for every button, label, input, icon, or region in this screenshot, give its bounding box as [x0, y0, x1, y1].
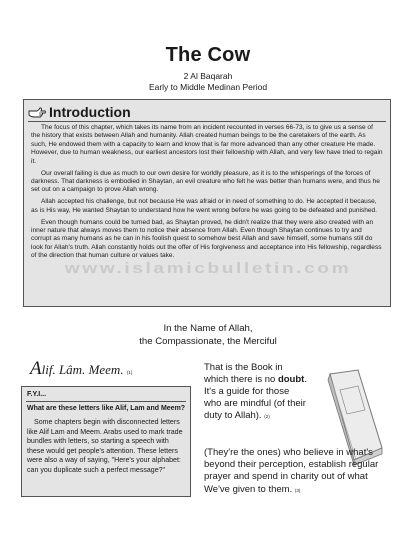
- introduction-heading: Introduction: [49, 103, 131, 120]
- introduction-box: [23, 99, 391, 307]
- verse-2-text-end: . It's a guide for those who are mindful (of their duty to Allah).: [204, 374, 307, 421]
- verse-2-text-start: That is the Book in which there is no: [204, 362, 283, 385]
- pointing-hand-icon: [28, 105, 46, 119]
- fyi-question: What are these letters like Alif, Lam and Meem?: [27, 405, 186, 412]
- fyi-text: Some chapters begin with disconnected letters like Alif Lam and Meem. Arabs used to mark trade bundles with letters, so starting a speech with these would get people's attention. These letters were also a way of saying, "Here's your alphabet: can you duplicate such a perfect message?": [27, 419, 183, 474]
- verse-1: [30, 358, 132, 380]
- verse-3-number: (3): [294, 487, 301, 493]
- intro-paragraph-3: Allah accepted his challenge, but not because He was afraid or in need of something to do. He accepted it because, as is His way, He wanted Shaytan to understand how he went wrong before he was going to be defeated and punished.: [31, 198, 377, 214]
- introduction-divider: [28, 121, 386, 122]
- verse-3-text: (They're the ones) who believe in what's beyond their perception, establish regular prayer and spend in charity out of what We've given to them.: [204, 447, 379, 495]
- bismillah-line-2: the Compassionate, the Merciful: [139, 336, 277, 347]
- verse-1-initial: A: [30, 358, 42, 379]
- verse-3: [204, 447, 394, 497]
- chapter-title: The Cow: [165, 44, 251, 66]
- watermark: www.islamicbulletin.com: [64, 260, 352, 277]
- introduction-header: [28, 104, 131, 119]
- intro-paragraph-1: The focus of this chapter, which takes its name from an incident recounted in verses 66-73, is to give us a sense of the history that exists between Allah and humanity. Allah created human beings to be the caretakers of the earth. As such, He endowed them with a capacity to learn and know that is far more advanced than any other creature He made. However, due to human weakness, our earliest ancestors lost their fellowship with Allah, and very few have tried to regain it.: [31, 124, 383, 165]
- verse-2-emphasis: doubt: [277, 374, 305, 385]
- chapter-period: Early to Middle Medinan Period: [148, 82, 268, 92]
- intro-paragraph-2: Our overall failing is due as much to our own desire for worldly pleasure, as it is to the whisperings of the forces of darkness. That darkness is embodied in Shaytan, an evil creature who felt he was better than humans were, and thus he set out on a campaign to prove Allah wrong.: [31, 169, 380, 194]
- chapter-number: 2 Al Baqarah: [183, 71, 233, 81]
- introduction-text: [31, 124, 383, 264]
- fyi-label: F.Y.I...: [27, 391, 47, 398]
- verse-2-number: (2): [264, 414, 270, 419]
- verse-1-text: lif. Lâm. Meem.: [41, 362, 124, 377]
- fyi-divider: [26, 401, 186, 402]
- verse-1-number: (1): [126, 370, 133, 375]
- bismillah-line-1: In the Name of Allah,: [163, 323, 253, 334]
- intro-paragraph-4: Even though humans could be turned bad, as Shaytan proved, he didn't realize that they were also created with an inner nature that always moves them to notice their absence from Allah. Even though Shaytan continues to try and corrupt as many humans as he can in his foolish quest to somehow best Allah and save himself, some humans still do look for Allah's truth. Allah constantly holds out the offer of His forgiveness and acceptance into His fellowship, regardless of the direction that human culture or values take.: [31, 218, 382, 260]
- fyi-box: [21, 386, 191, 497]
- verse-2: [204, 362, 308, 423]
